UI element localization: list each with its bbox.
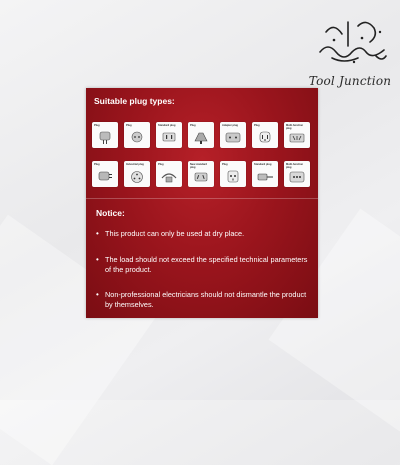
bullet: •: [96, 290, 99, 299]
plug-tile-label: Plug: [94, 124, 100, 127]
plug-tile: [188, 161, 214, 187]
plug-tile: [156, 161, 182, 187]
plug-icon: [159, 129, 179, 145]
plug-tile-label: Plug: [254, 124, 260, 127]
plug-tile: [188, 122, 214, 148]
plug-tile: [156, 122, 182, 148]
plug-icon: [287, 129, 307, 145]
plug-tile: [284, 161, 310, 187]
plug-tile-label: Adapter plug: [222, 124, 238, 127]
brand-logo: [306, 12, 394, 94]
plug-icon: [287, 168, 307, 184]
notice-text: The load should not exceed the specified technical parameters of the product.: [105, 255, 308, 274]
plug-tile: [92, 122, 118, 148]
bullet: •: [96, 229, 99, 238]
plug-tile-label: Multi-function plug: [286, 163, 304, 169]
plug-tile: [284, 122, 310, 148]
plug-tile-label: Standard plug: [158, 124, 176, 127]
notice-text: This product can only be used at dry place.: [105, 229, 245, 238]
product-info-panel: [86, 88, 318, 318]
plug-tile-label: Standard plug: [254, 163, 272, 166]
plug-tile: [124, 122, 150, 148]
plug-icon: [127, 168, 147, 184]
calligraphy-logo-icon: [314, 12, 390, 68]
section-divider: [86, 198, 318, 199]
notice-title: Notice:: [96, 208, 125, 218]
plug-icon: [191, 129, 211, 145]
plug-tile: [252, 122, 278, 148]
plug-icon: [223, 129, 243, 145]
plug-tile: [252, 161, 278, 187]
plug-icon: [159, 168, 179, 184]
brand-name: Tool Junction: [308, 74, 392, 88]
plug-tile-label: Plug: [222, 163, 228, 166]
bullet: •: [96, 255, 99, 264]
plug-icon: [127, 129, 147, 145]
plug-icon: [223, 168, 243, 184]
plug-tile-label: Multi-function plug: [286, 124, 304, 130]
plug-icon: [191, 168, 211, 184]
plug-tile-label: Industrial plug: [126, 163, 144, 166]
plug-tile: [220, 161, 246, 187]
plug-tile-label: Plug: [158, 163, 164, 166]
plug-tile-label: Plug: [190, 124, 196, 127]
plug-tile: [220, 122, 246, 148]
notice-text: Non-professional electricians should not dismantle the product by themselves.: [105, 290, 307, 309]
plug-tile: [92, 161, 118, 187]
plug-icon: [95, 129, 115, 145]
plug-icon: [95, 168, 115, 184]
plug-tile: [124, 161, 150, 187]
plug-icon: [255, 129, 275, 145]
plug-icon: [255, 168, 275, 184]
plug-tile-label: Plug: [126, 124, 132, 127]
plug-types-title: Suitable plug types:: [94, 96, 175, 106]
plug-tile-label: Plug: [94, 163, 100, 166]
plug-tile-label: New standard plug: [190, 163, 208, 169]
